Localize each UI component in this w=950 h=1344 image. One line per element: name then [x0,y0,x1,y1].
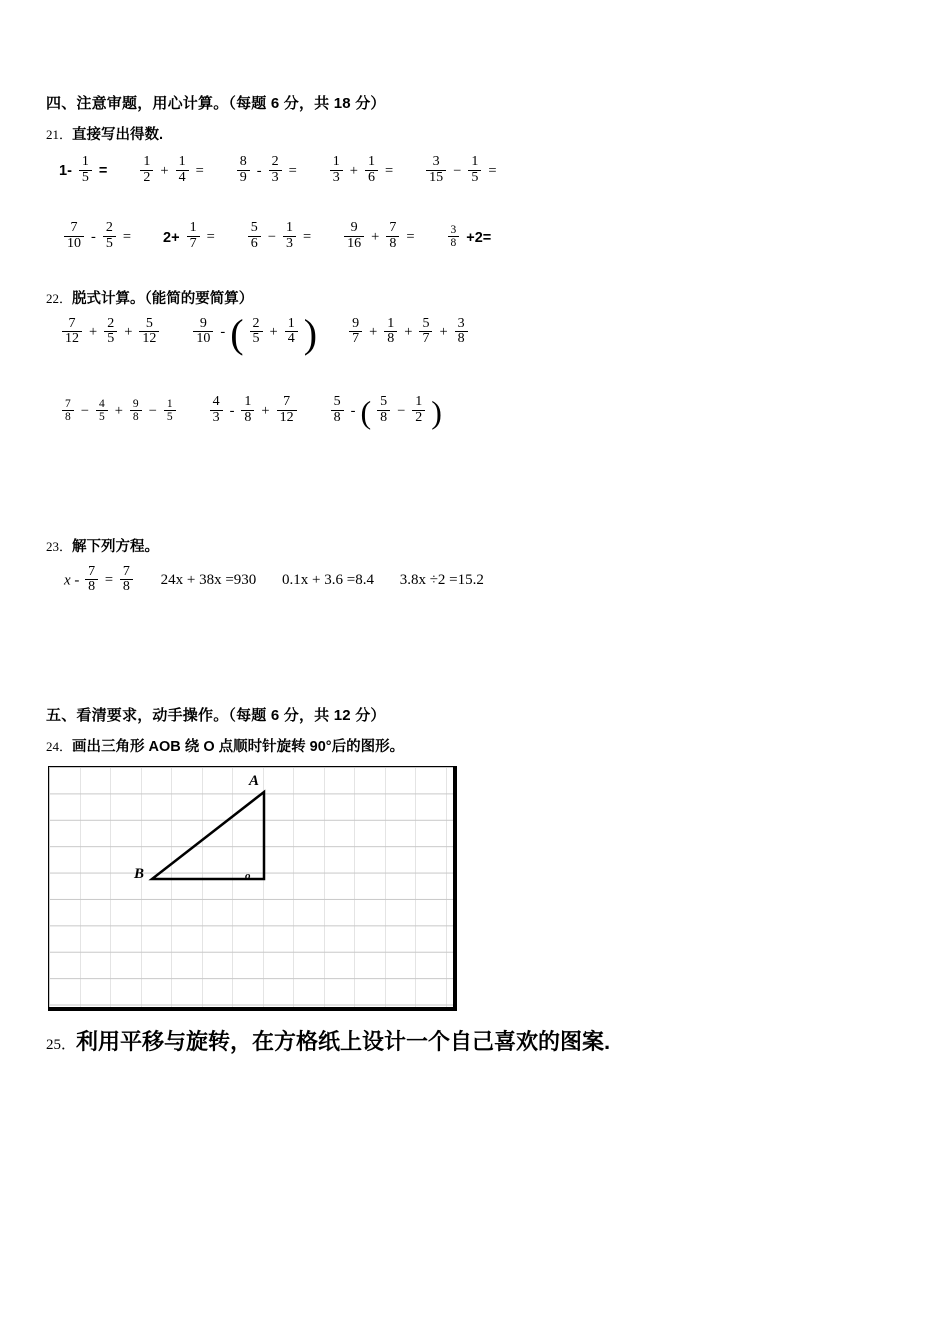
question-21-row-2 [46,222,906,252]
grid-figure [48,766,457,1011]
question-23-row [46,563,906,596]
fraction [468,155,481,185]
expr-tail: = [488,162,497,179]
question-24-header [46,735,906,756]
operator: − [453,162,462,179]
denominator: 8 [448,236,460,249]
expr-22-5: $\frac{4}{3}$ - $\frac{1}{8}$ + $\frac{7}{12}$ [208,396,299,426]
expr-tail: = [206,229,215,246]
question-24-text: 画出三角形 AOB 绕 O 点顺时针旋转 90°后的图形。 [72,738,405,755]
question-22-row-1 [46,310,906,356]
numerator: 1 [367,154,375,169]
fraction [64,221,84,251]
numerator: 3 [450,224,457,236]
expr-22-1: $\frac{7}{12}$ + $\frac{2}{5}$ + $\frac{5}{12}$ [60,318,161,348]
denominator: 3 [269,170,282,186]
fraction [283,221,296,251]
section-heading-four: 四、注意审题，用心计算。（每题 6 分，共 18 分） [46,95,386,112]
expr-tail: = [288,162,297,179]
denominator: 3 [283,236,296,252]
expr-lead: 1- [59,163,72,180]
denominator: 4 [176,170,189,186]
numerator: 5 [250,220,258,236]
fraction [176,155,189,185]
expr-tail: = [406,229,415,246]
expr-22-2: $\frac{9}{10}$ - ( $\frac{2}{5}$ + $\frac{1}{4}$ ) [191,318,317,348]
expr-lead: 2+ [163,229,180,246]
vertex-label-a: A [249,772,260,789]
operator: - [256,162,262,179]
expr-22-6: $\frac{5}{8}$ - ( $\frac{5}{8}$ − $\frac{1}{2}$ ) [329,396,442,426]
equation-1: x - $\frac{7}{8}$ = $\frac{7}{8}$ [64,566,135,596]
question-25-text: 利用平移与旋转，在方格纸上设计一个自己喜欢的图案. [76,1028,611,1054]
question-22-text: 脱式计算。（能简的要简算） [72,290,254,307]
question-25 [46,1025,906,1056]
fraction [187,221,200,251]
denominator: 2 [140,170,153,186]
question-21-text: 直接写出得数. [72,127,164,143]
question-23-number: 23． [46,538,73,554]
operator: + [349,162,358,179]
denominator: 5 [79,170,92,186]
question-21-number: 21． [46,127,73,142]
numerator: 9 [350,220,358,236]
numerator: 2 [271,154,279,169]
denominator: 6 [365,170,378,186]
operator: + [160,162,169,179]
fraction [248,221,261,251]
question-23-text: 解下列方程。 [72,538,160,555]
fraction [103,221,116,251]
denominator: 8 [386,236,399,252]
denominator: 9 [237,170,250,186]
denominator: 15 [426,170,446,186]
expr-tail: = [122,229,132,246]
expr-22-3: $\frac{9}{7}$ + $\frac{1}{8}$ + $\frac{5}{7}$ + $\frac{3}{8}$ [347,318,470,348]
denominator: 16 [344,236,364,252]
question-24-number: 24． [46,738,73,754]
page-content [46,92,906,1056]
expr-21-8 [246,222,312,252]
vertex-label-b: B [134,865,145,882]
numerator: 1 [332,154,340,169]
denominator: 3 [330,170,343,186]
expr-21-7 [162,222,216,252]
fraction [426,155,446,185]
triangle-aob [49,767,453,1007]
expr-21-9 [342,222,415,252]
expr-21-5 [424,156,497,186]
expr-21-3 [235,156,298,186]
operator: + [371,229,380,246]
numerator: 3 [432,154,440,169]
fraction [448,224,460,249]
expr-tail: = [195,162,204,179]
question-21-header [46,123,906,144]
question-22-header [46,287,906,308]
equation-2: 24x + 38x =930 [160,572,257,589]
fraction [237,155,250,185]
fraction [140,155,153,185]
numerator: 7 [389,220,397,236]
numerator: 1 [285,220,293,236]
expr-21-2 [138,156,204,186]
expr-tail: +2= [466,229,492,246]
expr-22-4: $\frac{7}{8}$ − $\frac{4}{5}$ + $\frac{9}{8}$ − $\frac{1}{5}$ [60,399,178,424]
question-22-number: 22． [46,290,73,306]
question-21-row-1 [46,156,906,186]
numerator: 8 [239,154,247,169]
vertex-label-o: o [245,869,251,882]
denominator: 10 [64,236,84,252]
numerator: 1 [178,154,186,169]
denominator: 5 [468,170,481,186]
fraction [79,155,92,185]
operator: − [267,229,276,246]
expr-21-10 [446,225,493,250]
question-22-row-2 [46,393,906,430]
numerator: 1 [143,154,151,169]
section-heading-five: 五、看清要求，动手操作。（每题 6 分，共 12 分） [46,706,386,724]
numerator: 7 [70,220,78,236]
fraction [386,221,399,251]
denominator: 6 [248,236,261,252]
question-23-header [46,535,906,556]
numerator: 1 [189,220,197,236]
expr-21-6 [62,222,132,252]
equation-4: 3.8x ÷2 =15.2 [399,572,484,589]
expr-tail: = [384,162,394,179]
numerator: 1 [81,154,89,169]
fraction [344,221,364,251]
expr-21-4 [328,156,394,186]
numerator: 1 [471,154,479,169]
denominator: 5 [103,236,116,252]
expr-21-1 [58,156,108,186]
expr-tail: = [302,229,312,246]
operator: - [91,229,96,246]
numerator: 2 [105,220,113,236]
question-25-number: 25． [46,1036,77,1053]
expr-tail: = [98,163,108,180]
fraction [365,155,378,185]
denominator: 7 [187,236,200,252]
fraction [330,155,343,185]
fraction [269,155,282,185]
equation-3: 0.1x + 3.6 =8.4 [282,572,374,589]
